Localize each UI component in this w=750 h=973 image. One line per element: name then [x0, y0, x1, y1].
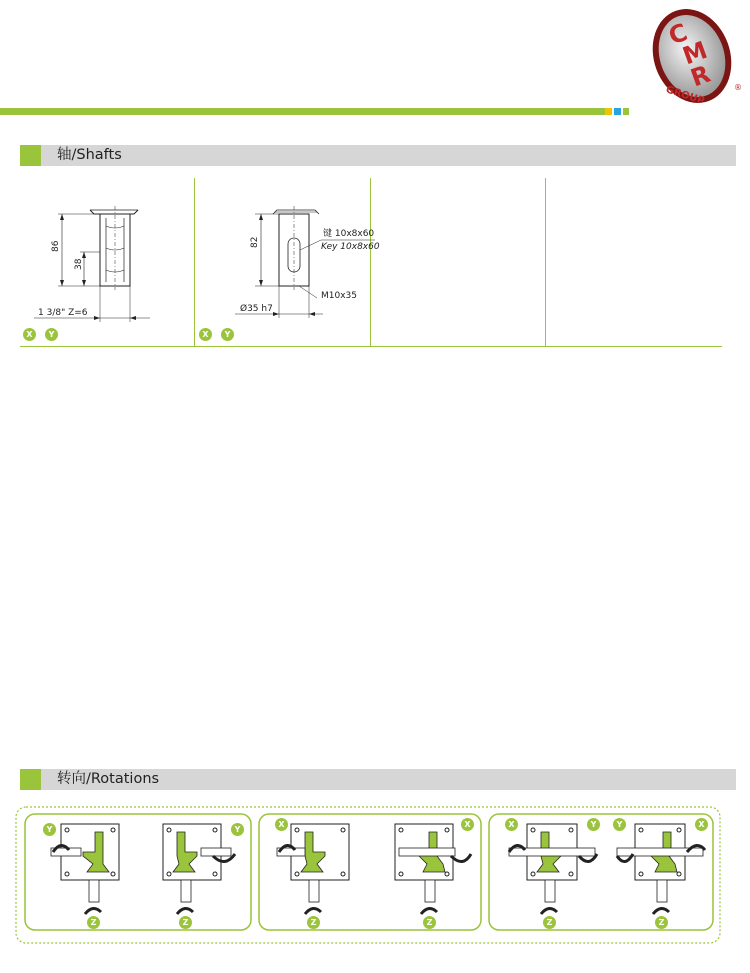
- svg-text:M: M: [678, 35, 711, 71]
- rotations-section-title: 转向/Rotations: [57, 771, 160, 787]
- axis-badge-y: Y: [231, 823, 244, 836]
- shaft-cell-empty: [371, 178, 545, 346]
- dim-height-82: 82: [250, 236, 260, 248]
- axis-badge-z: Z: [423, 916, 436, 929]
- rotations-section-header: [20, 769, 736, 790]
- axis-badge-x: X: [275, 818, 288, 831]
- header-green-square: [623, 108, 629, 115]
- axis-badge-y: Y: [43, 823, 56, 836]
- key-spec-cn: 键 10x8x60: [323, 229, 375, 239]
- header-blue-square: [614, 108, 621, 115]
- keyed-shaft-drawing: [195, 178, 380, 346]
- axis-badge-y: Y: [45, 328, 58, 341]
- shaft-cell-keyed: [195, 178, 380, 346]
- axis-badge-z: Z: [543, 916, 556, 929]
- key-spec-en: Key 10x8x60: [321, 242, 380, 252]
- rotation-diagram-4: [385, 816, 481, 936]
- diameter-spec: Ø35 h7: [240, 304, 273, 314]
- shaft-cell-empty: [546, 178, 722, 346]
- axis-badge-y: Y: [587, 818, 600, 831]
- spline-shaft-drawing: [20, 178, 194, 346]
- cmr-group-logo: [650, 2, 742, 118]
- thread-spec: M10x35: [321, 291, 357, 301]
- header-accent-bar: [0, 108, 605, 115]
- svg-text:GROUP: GROUP: [664, 84, 706, 108]
- shafts-table: [20, 178, 722, 347]
- rotation-diagram-1: [43, 816, 133, 936]
- section-marker: [20, 145, 41, 166]
- axis-badge-y: Y: [221, 328, 234, 341]
- spline-spec: 1 3/8" Z=6: [38, 308, 88, 318]
- dim-height-86: 86: [51, 240, 61, 252]
- rotation-diagram-5: [503, 816, 603, 936]
- svg-text:®: ®: [734, 83, 742, 92]
- shafts-section-title: 轴/Shafts: [57, 147, 122, 163]
- axis-badge-z: Z: [179, 916, 192, 929]
- svg-text:C: C: [664, 18, 692, 51]
- header-yellow-square: [605, 108, 612, 115]
- axis-badge-x: X: [695, 818, 708, 831]
- rotation-diagram-3: [273, 816, 373, 936]
- shaft-cell-spline: [20, 178, 194, 346]
- axis-badge-z: Z: [307, 916, 320, 929]
- svg-text:R: R: [686, 59, 714, 93]
- axis-badge-x: X: [461, 818, 474, 831]
- section-marker: [20, 769, 41, 790]
- dim-inner-38: 38: [74, 258, 84, 270]
- axis-badge-x: X: [199, 328, 212, 341]
- shafts-section-header: [20, 145, 736, 166]
- axis-badge-z: Z: [655, 916, 668, 929]
- table-bottom-line: [20, 346, 722, 347]
- axis-badge-x: X: [505, 818, 518, 831]
- axis-badge-z: Z: [87, 916, 100, 929]
- rotation-diagram-6: [611, 816, 711, 936]
- rotations-panel: [15, 806, 721, 944]
- rotation-diagram-2: [145, 816, 245, 936]
- axis-badge-y: Y: [613, 818, 626, 831]
- axis-badge-x: X: [23, 328, 36, 341]
